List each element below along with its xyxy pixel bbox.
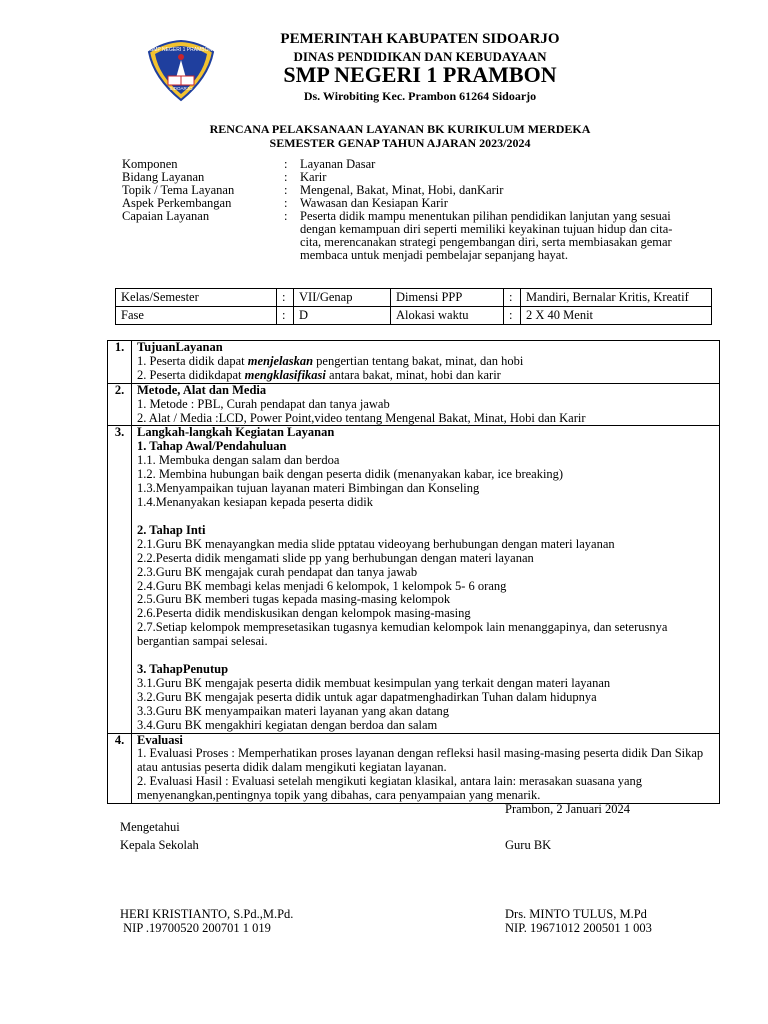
class-table: Kelas/Semester : VII/Genap Dimensi PPP : Mandiri, Bernalar Kritis, Kreatif Fase : D Alokasi waktu : 2 X 40 Menit (115, 288, 712, 325)
section-title: Metode, Alat dan Media (137, 382, 267, 397)
list-item: 2.3.Guru BK mengajak curah pendapat dan tanya jawab (137, 564, 418, 579)
bidang-value: Karir (300, 170, 327, 184)
activity-table (107, 340, 720, 804)
list-item: 2.7.Setiap kelompok mempresetasikan tugasnya kemudian kelompok lain menanggapinya, dan seterusnya bergantian sampai selesai. (137, 620, 668, 649)
bidang-label: Bidang Layanan (122, 170, 205, 184)
dimensi-value: Mandiri, Bernalar Kritis, Kreatif (521, 289, 712, 307)
section-title: Langkah-langkah Kegiatan Layanan (137, 425, 335, 440)
komponen-value: Layanan Dasar (300, 157, 376, 171)
section-number: 4. (108, 733, 132, 804)
subsection-title: 2. Tahap Inti (137, 522, 206, 537)
list-item: 3.4.Guru BK mengakhiri kegiatan dengan berdoa dan salam (137, 717, 438, 732)
topik-value: Mengenal, Bakat, Minat, Hobi, danKarir (300, 183, 504, 197)
section-number: 3. (108, 426, 132, 733)
list-item: 1.1. Membuka dengan salam dan berdoa (137, 453, 340, 468)
document-title: RENCANA PELAKSANAAN LAYANAN BK KURIKULUM MERDEKA (209, 122, 591, 136)
school-address: Ds. Wirobiting Kec. Prambon 61264 Sidoarjo (303, 89, 537, 103)
subsection-title: 3. TahapPenutup (137, 662, 229, 677)
kelas-label: Kelas/Semester (116, 289, 277, 307)
capaian-value: Peserta didik mampu menentukan pilihan pendidikan lanjutan yang sesuai dengan kemampuan diri seperti memiliki keyakinan tujuan hidup dan cita-cita, merencanakan strategi pengembangan diri, serta membiasakan gemar membaca untuk menjadi pembelajar sepanjang hayat. (300, 209, 673, 262)
kelas-value: VII/Genap (294, 289, 391, 307)
list-item: 2.5.Guru BK memberi tugas kepada masing-masing kelompok (137, 592, 451, 607)
list-item: 1. Metode : PBL, Curah pendapat dan tanya jawab (137, 396, 390, 411)
section-row (108, 341, 720, 384)
list-item: 2.1.Guru BK menayangkan media slide pptatau videoyang berhubungan dengan materi layanan (137, 536, 615, 551)
school-name: SMP NEGERI 1 PRAMBON (283, 62, 557, 87)
kepala-label: Kepala Sekolah (120, 838, 199, 852)
list-item: 2. Peserta didikdapat mengklasifikasi antara bakat, minat, hobi dan karir (137, 367, 501, 382)
list-item: 1. Peserta didik dapat menjelaskan pengertian tentang bakat, minat, dan hobi (137, 353, 524, 368)
school-logo (146, 38, 216, 102)
subsection-title: 1. Tahap Awal/Pendahuluan (137, 439, 287, 454)
alokasi-label: Alokasi waktu (391, 307, 504, 325)
mengetahui-label: Mengetahui (120, 820, 180, 834)
section-row (108, 426, 720, 733)
list-item: 2. Evaluasi Hasil : Evaluasi setelah mengikuti kegiatan klasikal, antara lain: merasakan suasana yang menyenangkan,pentingnya topik yang dibahas, cara penyampaian yang menarik. (137, 774, 643, 803)
list-item: 2. Alat / Media :LCD, Power Point,video tentang Mengenal Bakat, Minat, Hobi dan Karir (137, 410, 586, 425)
section-number: 1. (108, 341, 132, 384)
government-name: PEMERINTAH KABUPATEN SIDOARJO (280, 31, 560, 47)
logo-text-top: SMP NEGERI 1 PRAMBON (149, 47, 213, 53)
info-table: Komponen : Layanan Dasar Bidang Layanan : Karir Topik / Tema Layanan : Mengenal, Bakat, Minat, Hobi, danKarir Aspek Perkembangan : Wawasan dan Kesiapan Karir Capaian Layanan : Peserta didik mampu menentukan pilihan pendidikan lanjutan yang sesuai dengan kemampuan diri seperti memiliki keyakinan tujuan hidup dan cita-cita, merencanakan strategi pengembangan diri, serta membiasakan gemar membaca untuk menjadi pembelajar sepanjang hayat. (122, 158, 682, 262)
section-row (108, 733, 720, 804)
list-item: 1. Evaluasi Proses : Memperhatikan proses layanan dengan refleksi hasil masing-masing peserta didik Dan Sikap atau antusias peserta didik dalam mengikuti kegiatan layanan. (137, 746, 704, 775)
logo-text-bottom: SIDOARJO (169, 86, 193, 91)
section-title: Evaluasi (137, 732, 183, 747)
topik-label: Topik / Tema Layanan (122, 183, 235, 197)
dimensi-label: Dimensi PPP (391, 289, 504, 307)
department-name: DINAS PENDIDIKAN DAN KEBUDAYAAN (293, 49, 547, 64)
aspek-label: Aspek Perkembangan (122, 196, 232, 210)
section-row (108, 383, 720, 426)
fase-label: Fase (116, 307, 277, 325)
list-item: 1.3.Menyampaikan tujuan layanan materi Bimbingan dan Konseling (137, 481, 480, 496)
komponen-label: Komponen (122, 157, 178, 171)
kepala-name: HERI KRISTIANTO, S.Pd.,M.Pd. (120, 907, 294, 921)
list-item: 1.2. Membina hubungan baik dengan peserta didik (menanyakan kabar, ice breaking) (137, 467, 564, 482)
guru-nip: NIP. 19671012 200501 1 003 (505, 921, 652, 935)
place-date: Prambon, 2 Januari 2024 (505, 802, 630, 816)
alokasi-value: 2 X 40 Menit (521, 307, 712, 325)
list-item: 3.1.Guru BK mengajak peserta didik membuat kesimpulan yang terkait dengan materi layanan (137, 675, 611, 690)
fase-value: D (294, 307, 391, 325)
list-item: 2.4.Guru BK membagi kelas menjadi 6 kelompok, 1 kelompok 5- 6 orang (137, 578, 507, 593)
guru-name: Drs. MINTO TULUS, M.Pd (505, 907, 647, 921)
guru-label: Guru BK (505, 838, 552, 852)
list-item: 3.3.Guru BK menyampaikan materi layanan yang akan datang (137, 703, 450, 718)
section-number: 2. (108, 383, 132, 426)
list-item: 2.6.Peserta didik mendiskusikan dengan kelompok masing-masing (137, 606, 471, 621)
list-item: 1.4.Menanyakan kesiapan kepada peserta didik (137, 494, 374, 509)
document-subtitle: SEMESTER GENAP TAHUN AJARAN 2023/2024 (269, 136, 531, 150)
kepala-nip: NIP .19700520 200701 1 019 (120, 921, 271, 935)
section-title: TujuanLayanan (137, 340, 223, 354)
list-item: 2.2.Peserta didik mengamati slide pp yang berhubungan dengan materi layanan (137, 550, 534, 565)
capaian-label: Capaian Layanan (122, 209, 210, 223)
aspek-value: Wawasan dan Kesiapan Karir (300, 196, 448, 210)
list-item: 3.2.Guru BK mengajak peserta didik untuk agar dapatmenghadirkan Tuhan dalam hidupnya (137, 689, 597, 704)
